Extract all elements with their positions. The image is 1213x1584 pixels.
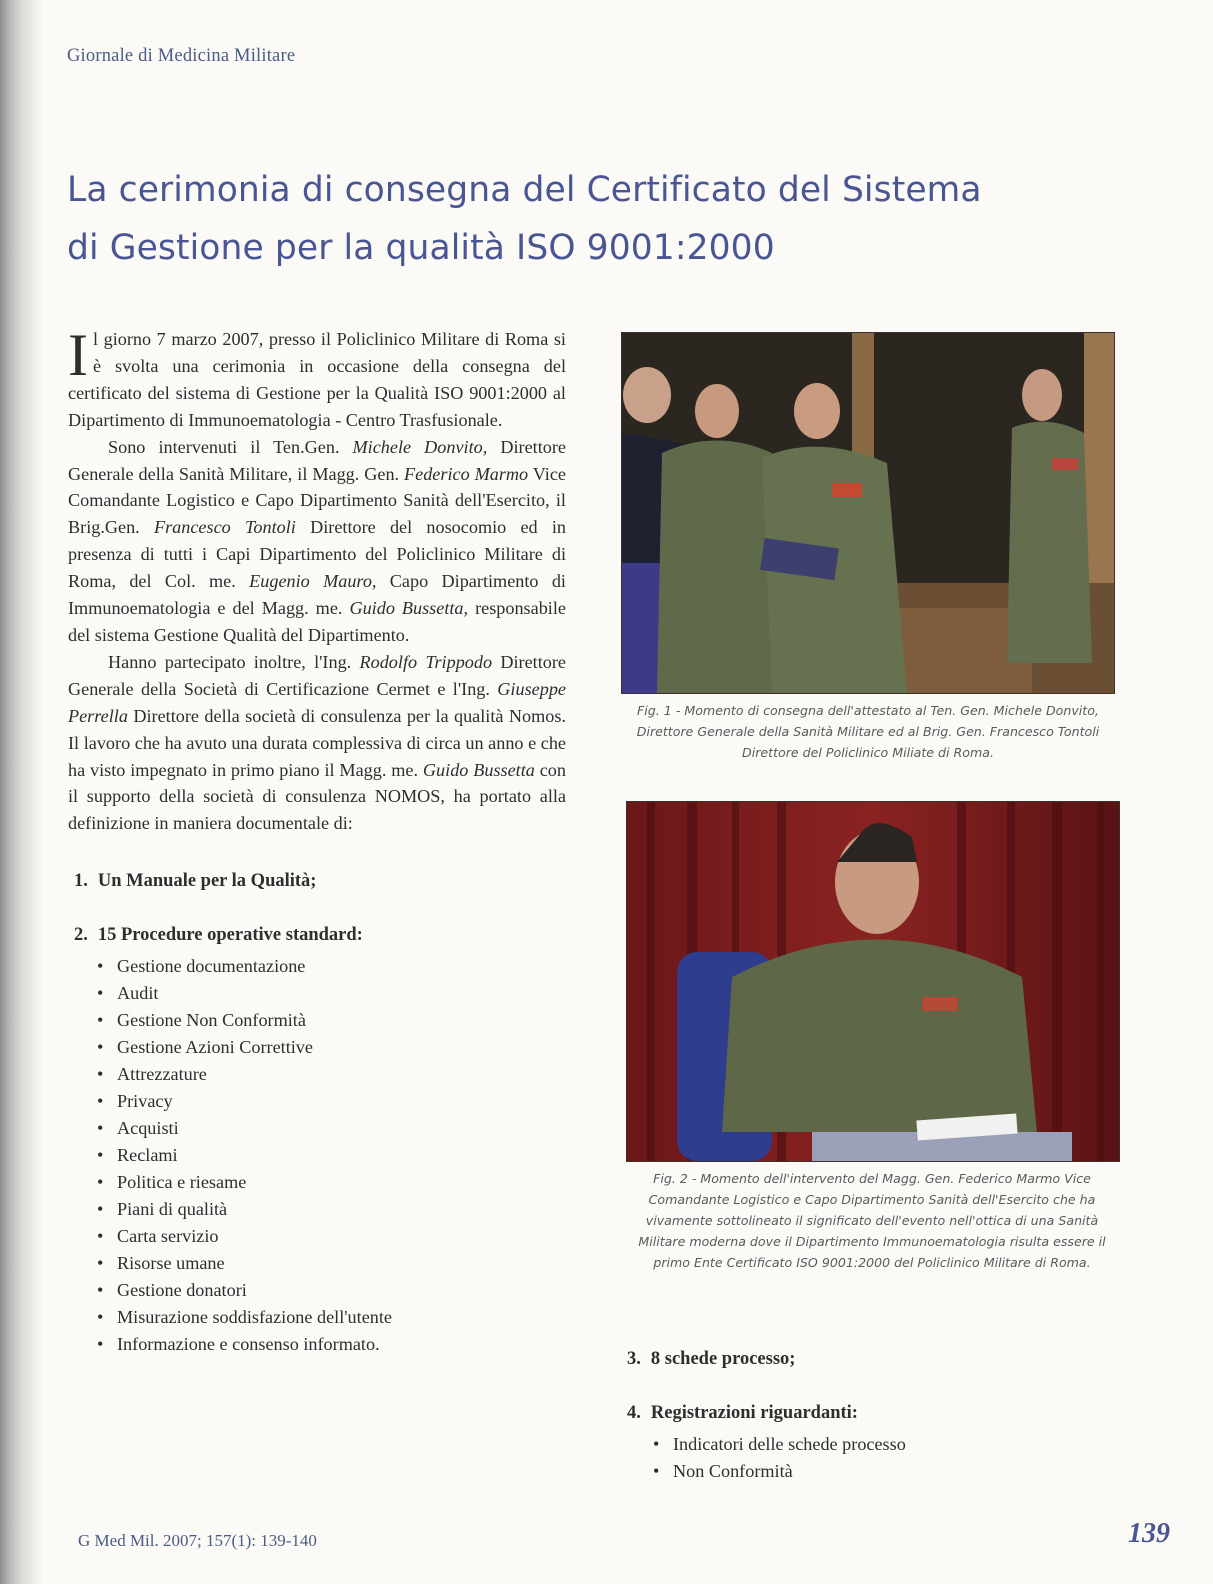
person-name: Giuseppe Perrella	[68, 678, 566, 726]
right-list	[627, 1346, 1097, 1485]
citation-footer: G Med Mil. 2007; 157(1): 139-140	[78, 1531, 317, 1550]
person-name: Rodolfo Trippodo	[359, 651, 493, 672]
procedure-item: • Piani di qualità	[97, 1196, 566, 1223]
list-number: 4.	[627, 1403, 641, 1423]
figure-2-photo	[626, 801, 1120, 1162]
procedure-item: • Acquisti	[97, 1115, 566, 1142]
intro-paragraph-3	[68, 649, 566, 837]
procedure-item: • Attrezzature	[97, 1061, 566, 1088]
procedure-item: • Politica e riesame	[97, 1169, 566, 1196]
intro-paragraph-1	[68, 322, 566, 434]
page-number: 139	[1128, 1518, 1170, 1549]
list-item-3	[627, 1346, 1097, 1373]
procedure-item: • Audit	[97, 980, 566, 1007]
text-run: con il supporto della società di consulenza NOMOS, ha portato alla definizione in maniera documentale di:	[68, 759, 566, 834]
text-run: Direttore del nosocomio ed in presenza di tutti i Capi Dipartimento del Policlinico Militare di Roma, del Col. me.	[68, 517, 567, 592]
procedure-item: • Gestione Non Conformità	[97, 1007, 566, 1034]
person-name: Guido Bussetta,	[349, 598, 469, 619]
text-run: responsabile del sistema Gestione Qualità del Dipartimento.	[68, 598, 566, 645]
procedure-item: • Privacy	[97, 1088, 566, 1115]
text-run: Direttore Generale della Società di Certificazione Cermet e l'Ing.	[68, 651, 566, 699]
procedure-item: • Gestione donatori	[97, 1277, 566, 1304]
intro-paragraph-2	[68, 434, 566, 649]
list-item-text: Registrazioni riguardanti:	[650, 1403, 858, 1423]
speech-photo-illustration	[627, 802, 1119, 1161]
title-line-1: La cerimonia di consegna del Certificato del Sistema	[67, 170, 982, 210]
procedure-item: • Risorse umane	[97, 1250, 566, 1277]
person-name: Guido Bussetta	[422, 759, 535, 780]
person-name: Eugenio Mauro,	[249, 571, 377, 592]
figure-label: Fig. 2	[653, 1171, 688, 1186]
figure-1-caption	[628, 700, 1108, 763]
caption-text: - Momento dell'intervento del Magg. Gen. Federico Marmo Vice Comandante Logistico e Capo Dipartimento Sanità dell'Esercito che ha vivamente sottolineato il significato dell'evento nell'ottica di una Sanità Militare moderna dove il Dipartimento Immunoematologia risulta essere il primo Ente Certificato ISO 9001:2000 del Policlinico Militare di Roma.	[638, 1171, 1106, 1270]
procedure-item: • Informazione e consenso informato.	[97, 1331, 566, 1358]
page-gutter-shadow	[0, 0, 44, 1584]
article-title	[67, 161, 1077, 277]
left-column	[68, 322, 567, 1358]
list-item-text: 8 schede processo;	[650, 1349, 796, 1369]
list-item-text: 15 Procedure operative standard:	[97, 925, 363, 946]
list-number: 3.	[627, 1349, 641, 1369]
journal-header: Giornale di Medicina Militare	[67, 46, 296, 66]
person-name: Francesco Tontoli	[153, 517, 296, 538]
intro-paragraph-1-text: l giorno 7 marzo 2007, presso il Policlinico Militare di Roma si è svolta una cerimonia in occasione della consegna del certificato del sistema di Gestione per la Qualità ISO 9001:2000 al Dipartimento di Immunoematologia - Centro Trasfusionale.	[68, 329, 566, 430]
figure-1-photo	[621, 332, 1115, 694]
list-item-4	[627, 1400, 1097, 1427]
record-item: • Indicatori delle schede processo	[653, 1431, 1097, 1458]
caption-text: - Momento di consegna dell'attestato al Ten. Gen. Michele Donvito, Direttore Generale della Sanità Militare ed al Brig. Gen. Francesco Tontoli Direttore del Policlinico Miliate di Roma.	[636, 703, 1100, 760]
records-list	[627, 1431, 1097, 1485]
figure-2-caption	[628, 1168, 1116, 1273]
text-run: Sono intervenuti il Ten.Gen.	[108, 436, 353, 457]
person-name: Michele Donvito,	[352, 436, 488, 457]
text-run: Direttore Generale della Sanità Militare, il Magg. Gen.	[68, 436, 566, 484]
record-item: • Non Conformità	[653, 1458, 1097, 1485]
text-run: Direttore della società di consulenza per la qualità Nomos. Il lavoro che ha avuto una durata complessiva di circa un anno e che ha visto impegnato in primo piano il Magg. me.	[68, 705, 566, 780]
procedure-item: • Gestione documentazione	[97, 953, 566, 980]
list-number: 2.	[74, 925, 88, 946]
figure-label: Fig. 1	[637, 703, 672, 718]
list-item-text: Un Manuale per la Qualità;	[97, 871, 317, 892]
text-run: Hanno partecipato inoltre, l'Ing.	[108, 651, 360, 672]
text-run: Vice Comandante Logistico e Capo Dipartimento Sanità dell'Esercito, il Brig.Gen.	[68, 463, 566, 538]
list-item-2	[68, 922, 566, 949]
procedure-item: • Gestione Azioni Correttive	[97, 1034, 566, 1061]
procedures-list	[68, 953, 566, 1358]
procedure-item: • Carta servizio	[97, 1223, 566, 1250]
drop-cap: I	[68, 322, 88, 388]
ceremony-photo-illustration	[622, 333, 1114, 693]
title-line-2: di Gestione per la qualità ISO 9001:2000	[67, 228, 775, 268]
list-item-1	[68, 868, 566, 895]
procedure-item: • Misurazione soddisfazione dell'utente	[97, 1304, 566, 1331]
procedure-item: • Reclami	[97, 1142, 566, 1169]
person-name: Federico Marmo	[404, 463, 529, 484]
list-number: 1.	[74, 871, 88, 892]
text-run: Capo Dipartimento di Immunoematologia e del Magg. me.	[68, 571, 566, 619]
